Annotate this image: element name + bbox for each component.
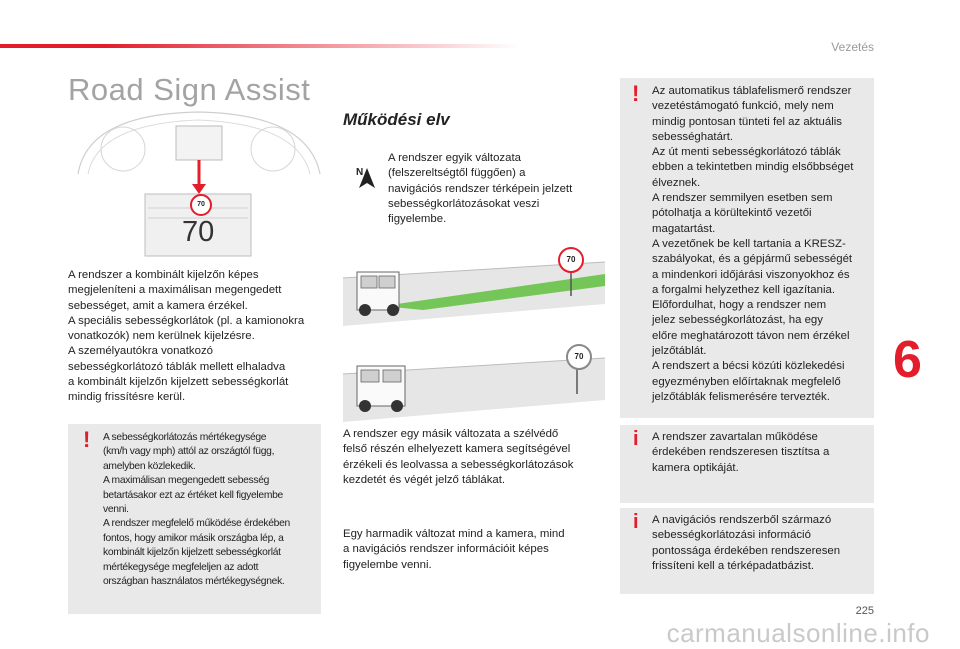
chapter-number: 6	[893, 331, 922, 389]
info-icon: i	[633, 511, 639, 533]
page-title: Road Sign Assist	[68, 72, 311, 107]
speed-sign-icon	[190, 194, 212, 216]
speed-display-value: 70	[182, 216, 215, 248]
info-text-2: A navigációs rendszerből származó sebességkorlátozási információ pontossága érdekében rendszeresen frissíteni kell a térképadatbázist.	[652, 514, 841, 572]
third-variant-text: Egy harmadik változat mind a kamera, mind a navigációs rendszer információit képes figyelembe venni.	[343, 528, 565, 571]
page-number: 225	[855, 605, 874, 617]
section-header: Vezetés	[831, 40, 874, 54]
header-accent-bar	[0, 44, 520, 48]
warning-icon: !	[83, 427, 91, 452]
warning-icon: !	[632, 81, 640, 106]
camera-text: A rendszer egy másik változata a szélvédő felső részén elhelyezett kamera segítségével érzékeli és leolvassa a sebességkorlátozások kezdetét és végét jelző táblákat.	[343, 428, 574, 486]
navigation-icon	[355, 164, 379, 192]
section-heading: Működési elv	[343, 110, 450, 129]
speed-sign-value: 70	[197, 201, 205, 208]
nav-icon-letter: N	[356, 167, 364, 178]
nav-text: A rendszer egyik változata (felszereltségtől függően) a navigációs rendszer térképein jelzett sebességkorlátozásokat veszi figyelembe.	[388, 152, 573, 226]
left-warning-text: A sebességkorlátozás mértékegysége (km/h vagy mph) attól az országtól függ, amelyben közlekedik. A maximálisan megengedett sebesség betartásakor ezt az értéket kell figyelembe venni. A rendszer megfelelő működése érdekében fontos, hogy amikor másik országba lép, a kombinált kijelzőn kijelzett sebességkorlát mértékegysége megfeleljen az adott országban használatos mértékegységnek.	[103, 432, 290, 588]
watermark: carmanualsonline.info	[666, 618, 930, 648]
info-text-1: A rendszer zavartalan működése érdekében rendszeresen tisztítsa a kamera optikáját.	[652, 431, 830, 474]
left-body-text: A rendszer a kombinált kijelzőn képes megjeleníteni a maximálisan megengedett sebességet, amit a kamera érzékel. A speciális sebességkorlátok (pl. a kamionokra vonatkozók) nem kerülnek kijelzésre. A személyautókra vonatkozó sebességkorlátozó táblák mellett elhaladva a kombinált kijelzőn kijelzett sebességkorlát mindig frissítésre kerül.	[68, 269, 305, 404]
end-speed-sign-icon	[566, 344, 592, 370]
info-icon: i	[633, 428, 639, 450]
speed-sign-value: 70	[566, 255, 576, 264]
right-warning-text: Az automatikus táblafelismerő rendszer vezetéstámogató funkció, mely nem mindig pontosan tünteti fel az aktuális sebességhatárt. Az út menti sebességkorlátozó táblák ebben a tekintetben mindig elsőbbséget élveznek. A rendszer semmilyen esetben sem pótolhatja a körültekintő vezetői magatartást. A vezetőnek be kell tartania a KRESZ- szabályokat, és a gépjármű sebességét a mindenkori időjárási viszonyokhoz és a forgalmi helyzethez kell igazítania. Előfordulhat, hogy a rendszer nem jelez sebességkorlátozást, ha egy előre meghatározott távon nem érzékel jelzőtáblát. A rendszert a bécsi közúti közlekedési egyezményben előírtaknak megfelelő jelzőtáblák felismerésére tervezték.	[652, 85, 854, 403]
speed-sign-icon	[558, 247, 584, 273]
speed-sign-value: 70	[574, 352, 584, 361]
